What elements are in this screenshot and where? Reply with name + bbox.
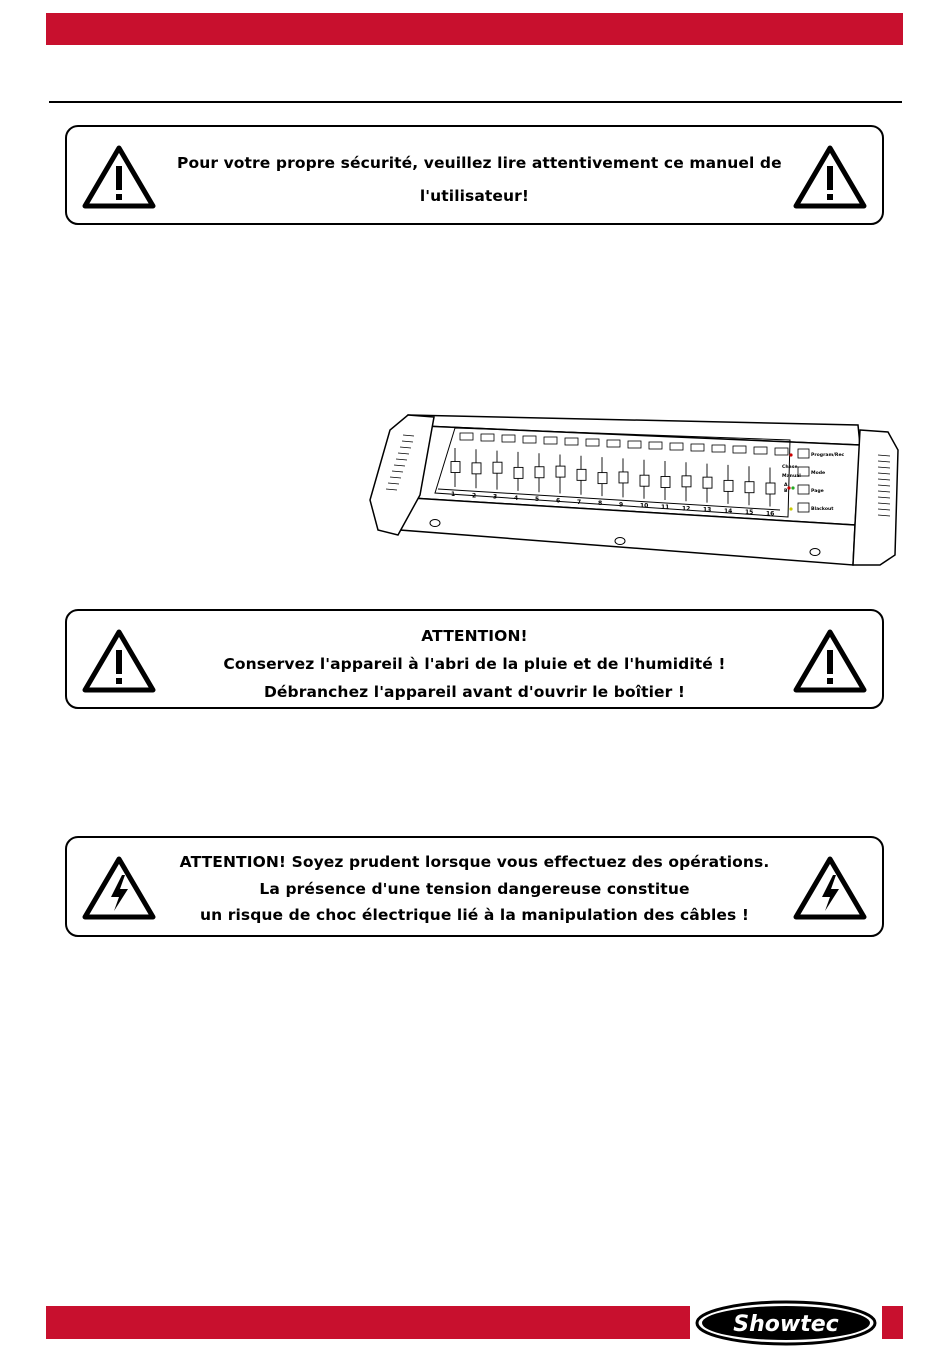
header-rule: [49, 101, 902, 103]
warning-exclamation-icon: [81, 628, 157, 694]
moisture-warning-box: [65, 609, 884, 709]
mode-label: Chase: [782, 465, 798, 470]
warning-exclamation-icon: [792, 628, 868, 694]
electrical-hazard-icon: [81, 855, 157, 921]
warning-text: [177, 849, 772, 929]
warning-line: La présence d'une tension dangereuse constitue: [259, 879, 690, 898]
device-button-label: Mode: [811, 471, 826, 476]
channel-number: 9: [619, 501, 624, 509]
warning-line: Pour votre propre sécurité, veuillez lire attentivement ce manuel de: [177, 154, 782, 172]
warning-line: Conservez l'appareil à l'abri de la pluie et de l'humidité !: [223, 655, 726, 673]
channel-number: 12: [682, 505, 691, 513]
fader-cap: [661, 477, 670, 488]
fader-cap: [703, 477, 712, 488]
fader-cap: [472, 463, 481, 474]
channel-number: 10: [640, 502, 649, 510]
channel-number: 4: [514, 494, 519, 502]
warning-line: ATTENTION!: [421, 627, 528, 645]
channel-number: 15: [745, 509, 754, 517]
fader-cap: [535, 467, 544, 478]
dmx-controller-illustration: [360, 405, 905, 575]
warning-text: [177, 147, 782, 213]
channel-number: 5: [535, 496, 540, 504]
page-label: B: [784, 489, 788, 494]
mode-label: Manual: [782, 474, 801, 479]
footer-red-bar-end: [882, 1306, 903, 1339]
header-red-bar: [46, 13, 903, 45]
fader-cap: [619, 472, 628, 483]
fader-cap: [640, 475, 649, 486]
fader-cap: [745, 482, 754, 493]
device-button-label: Page: [811, 489, 824, 494]
warning-exclamation-icon: [81, 144, 157, 210]
channel-number: 2: [472, 492, 477, 500]
page-label: A: [784, 483, 788, 488]
channel-number: 13: [703, 506, 712, 514]
showtec-logo: [695, 1300, 878, 1346]
warning-line: l'utilisateur!: [419, 187, 530, 205]
fader-cap: [766, 483, 775, 494]
warning-text: [177, 622, 772, 706]
safety-warning-box: [65, 125, 884, 225]
channel-number: 7: [577, 498, 582, 506]
warning-line: ATTENTION! Soyez prudent lorsque vous effectuez des opérations.: [179, 853, 770, 871]
fader-cap: [598, 473, 607, 484]
channel-number: 11: [661, 504, 670, 511]
channel-number: 6: [556, 497, 561, 505]
electrical-hazard-icon: [792, 855, 868, 921]
device-button-label: Blackout: [811, 507, 834, 512]
channel-number: 16: [766, 510, 775, 518]
fader-cap: [724, 480, 733, 491]
fader-cap: [577, 469, 586, 480]
device-button-label: Program/Rec: [811, 453, 845, 458]
warning-line: Débranchez l'appareil avant d'ouvrir le boîtier !: [263, 683, 686, 701]
fader-cap: [493, 462, 502, 473]
fader-cap: [514, 467, 523, 478]
channel-number: 8: [598, 500, 603, 508]
warning-exclamation-icon: [792, 144, 868, 210]
warning-line: un risque de choc électrique lié à la manipulation des câbles !: [199, 906, 750, 924]
channel-number: 14: [724, 507, 733, 515]
electric-shock-warning-box: [65, 836, 884, 937]
fader-cap: [556, 466, 565, 477]
fader-cap: [451, 462, 460, 473]
channel-number: 3: [493, 493, 498, 501]
channel-number: 1: [451, 491, 456, 498]
footer-red-bar: [46, 1306, 690, 1339]
logo-text: Showtec: [733, 1312, 839, 1337]
fader-cap: [682, 476, 691, 487]
